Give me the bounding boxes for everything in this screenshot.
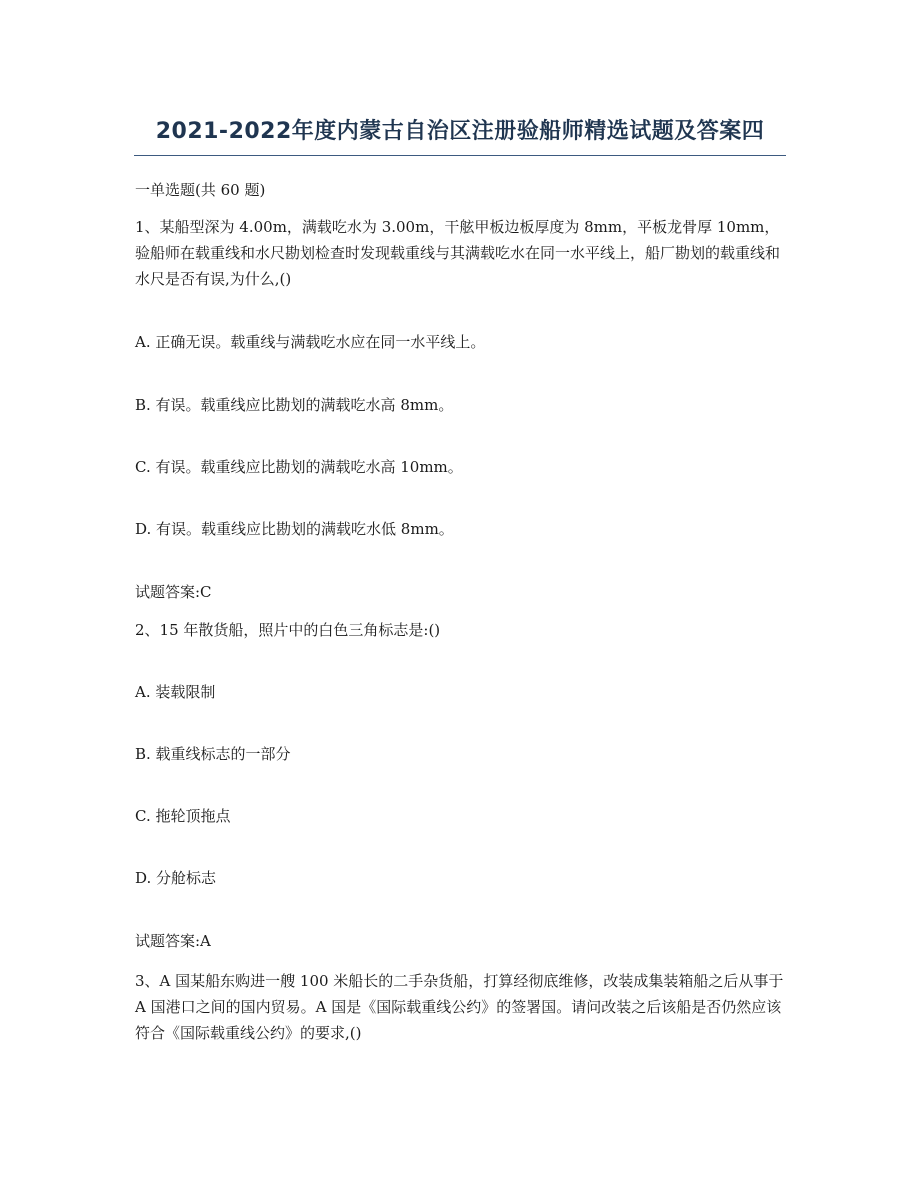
- question-1-stem: 1、某船型深为 4.00m，满载吃水为 3.00m，干舷甲板边板厚度为 8mm，平板龙骨厚 10mm，验船师在载重线和水尺勘划检查时发现载重线与其满载吃水在同一水平线上，船厂勘划的载重线和水尺是否有误,为什么,(): [135, 218, 781, 288]
- question-1-option-a: A. 正确无误。载重线与满载吃水应在同一水平线上。: [135, 333, 486, 351]
- question-1-option-c: C. 有误。载重线应比勘划的满载吃水高 10mm。: [135, 458, 463, 476]
- question-2-option-a: A. 装载限制: [135, 683, 216, 701]
- question-1-option-b: B. 有误。载重线应比勘划的满载吃水高 8mm。: [135, 396, 454, 414]
- question-1-answer: 试题答案:C: [135, 583, 212, 601]
- title-underline: [134, 155, 786, 156]
- question-3-stem: 3、A 国某船东购进一艘 100 米船长的二手杂货船，打算经彻底维修，改装成集装箱船之后从事于 A 国港口之间的国内贸易。A 国是《国际载重线公约》的签署国。请问改装之后该船是否仍然应该符合《国际载重线公约》的要求,(): [135, 972, 784, 1042]
- question-2-option-d: D. 分舱标志: [135, 869, 217, 887]
- question-2-option-b: B. 载重线标志的一部分: [135, 745, 291, 763]
- question-1-option-d: D. 有误。载重线应比勘划的满载吃水低 8mm。: [135, 520, 454, 538]
- question-2-answer: 试题答案:A: [135, 932, 211, 950]
- page-title: 2021-2022年度内蒙古自治区注册验船师精选试题及答案四: [155, 119, 765, 144]
- question-2-option-c: C. 拖轮顶拖点: [135, 807, 231, 825]
- section-header: 一单选题(共 60 题): [135, 181, 266, 199]
- question-2-stem: 2、15 年散货船，照片中的白色三角标志是:(): [135, 621, 441, 639]
